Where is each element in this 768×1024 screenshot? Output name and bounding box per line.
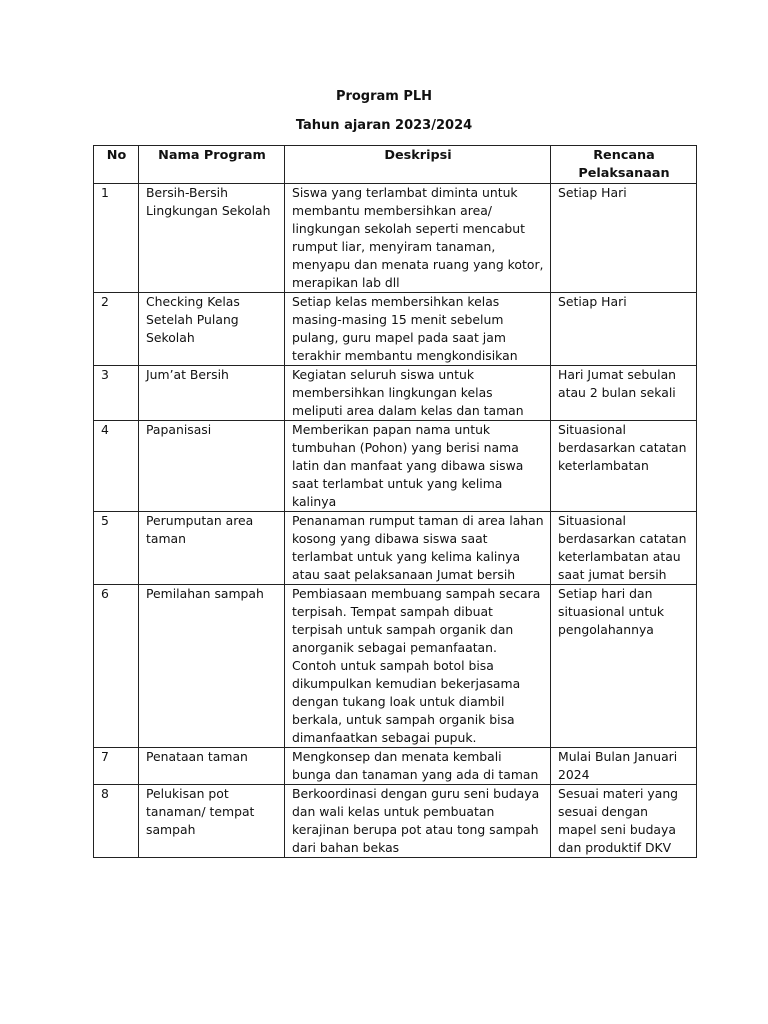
row-plan: Mulai Bulan Januari 2024 bbox=[551, 748, 697, 785]
row-description: Mengkonsep dan menata kembali bunga dan tanaman yang ada di taman bbox=[285, 748, 551, 785]
row-no: 3 bbox=[94, 366, 139, 421]
table-row bbox=[94, 184, 697, 293]
table-row bbox=[94, 293, 697, 366]
row-plan: Setiap Hari bbox=[551, 184, 697, 293]
row-description: Pembiasaan membuang sampah secara terpisah. Tempat sampah dibuat terpisah untuk sampah organik dan anorganik sebagai pemanfaatan. Contoh untuk sampah botol bisa dikumpulkan kemudian bekerjasama dengan tukang loak untuk diambil berkala, untuk sampah organik bisa dimanfaatkan sebagai pupuk. bbox=[285, 585, 551, 748]
row-description: Setiap kelas membersihkan kelas masing-masing 15 menit sebelum pulang, guru mapel pada saat jam terakhir membantu mengkondisikan bbox=[285, 293, 551, 366]
header-name: Nama Program bbox=[139, 146, 285, 184]
table-row bbox=[94, 421, 697, 512]
row-name: Penataan taman bbox=[139, 748, 285, 785]
row-plan: Situasional berdasarkan catatan keterlambatan bbox=[551, 421, 697, 512]
header-description: Deskripsi bbox=[285, 146, 551, 184]
header-plan: Rencana Pelaksanaan bbox=[551, 146, 697, 184]
row-plan: Setiap Hari bbox=[551, 293, 697, 366]
row-plan: Setiap hari dan situasional untuk pengolahannya bbox=[551, 585, 697, 748]
row-plan: Hari Jumat sebulan atau 2 bulan sekali bbox=[551, 366, 697, 421]
row-description: Memberikan papan nama untuk tumbuhan (Pohon) yang berisi nama latin dan manfaat yang dibawa siswa saat terlambat untuk yang kelima kalinya bbox=[285, 421, 551, 512]
row-description: Siswa yang terlambat diminta untuk membantu membersihkan area/ lingkungan sekolah seperti mencabut rumput liar, menyiram tanaman, menyapu dan menata ruang yang kotor, merapikan lab dll bbox=[285, 184, 551, 293]
row-description: Berkoordinasi dengan guru seni budaya dan wali kelas untuk pembuatan kerajinan berupa pot atau tong sampah dari bahan bekas bbox=[285, 785, 551, 858]
row-name: Jum’at Bersih bbox=[139, 366, 285, 421]
row-no: 7 bbox=[94, 748, 139, 785]
program-table bbox=[93, 145, 697, 858]
row-name: Checking Kelas Setelah Pulang Sekolah bbox=[139, 293, 285, 366]
row-name: Pemilahan sampah bbox=[139, 585, 285, 748]
document-subtitle: Tahun ajaran 2023/2024 bbox=[295, 118, 473, 133]
row-no: 4 bbox=[94, 421, 139, 512]
row-name: Pelukisan pot tanaman/ tempat sampah bbox=[139, 785, 285, 858]
table-row bbox=[94, 585, 697, 748]
row-no: 5 bbox=[94, 512, 139, 585]
row-plan: Sesuai materi yang sesuai dengan mapel seni budaya dan produktif DKV bbox=[551, 785, 697, 858]
row-no: 2 bbox=[94, 293, 139, 366]
row-plan: Situasional berdasarkan catatan keterlambatan atau saat jumat bersih bbox=[551, 512, 697, 585]
row-no: 8 bbox=[94, 785, 139, 858]
table-row bbox=[94, 748, 697, 785]
table-row bbox=[94, 785, 697, 858]
document-title: Program PLH bbox=[335, 89, 433, 104]
row-no: 1 bbox=[94, 184, 139, 293]
header-no: No bbox=[94, 146, 139, 184]
row-name: Papanisasi bbox=[139, 421, 285, 512]
table-row bbox=[94, 366, 697, 421]
row-name: Bersih-Bersih Lingkungan Sekolah bbox=[139, 184, 285, 293]
table-row bbox=[94, 512, 697, 585]
row-no: 6 bbox=[94, 585, 139, 748]
table-header-row bbox=[94, 146, 697, 184]
row-description: Kegiatan seluruh siswa untuk membersihkan lingkungan kelas meliputi area dalam kelas dan taman bbox=[285, 366, 551, 421]
row-name: Perumputan area taman bbox=[139, 512, 285, 585]
row-description: Penanaman rumput taman di area lahan kosong yang dibawa siswa saat terlambat untuk yang kelima kalinya atau saat pelaksanaan Jumat bersih bbox=[285, 512, 551, 585]
